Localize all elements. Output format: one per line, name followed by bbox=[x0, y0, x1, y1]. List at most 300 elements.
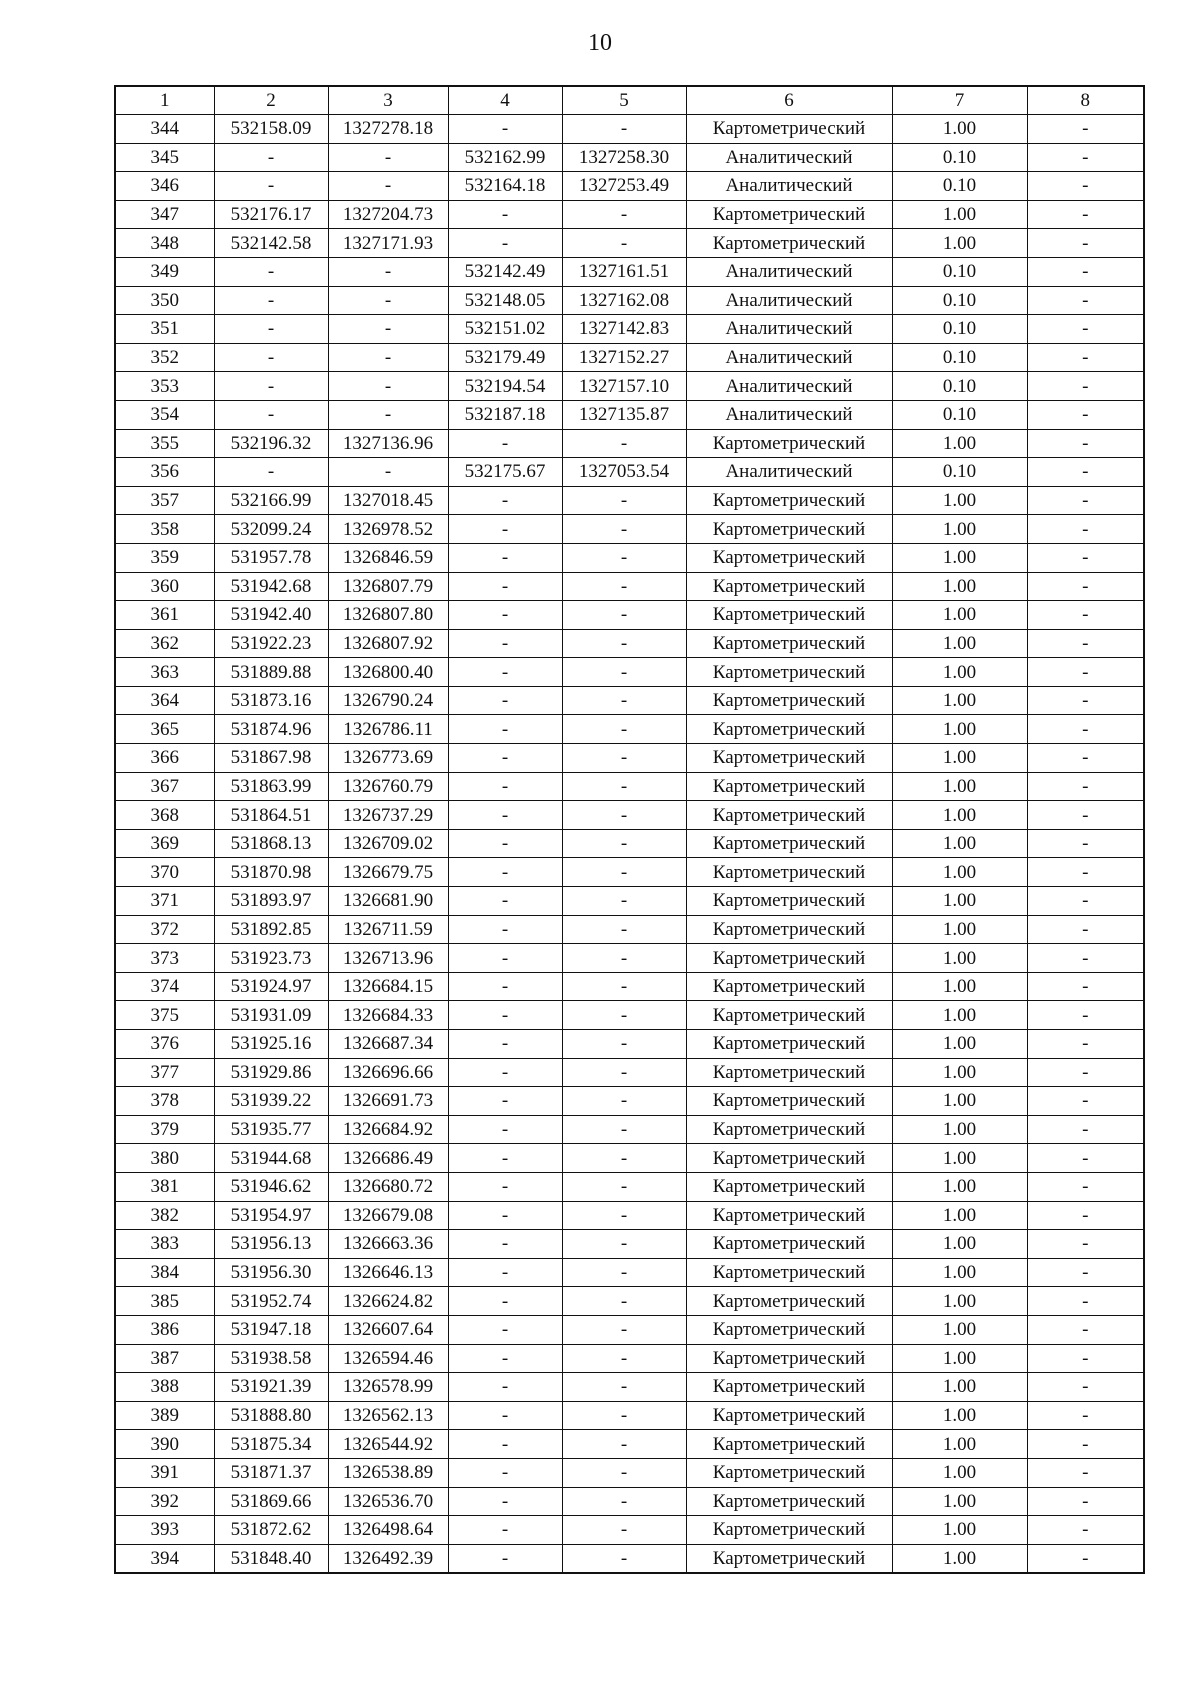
x-coordinate-cell: - bbox=[214, 372, 328, 401]
x-coordinate-cell: 531923.73 bbox=[214, 944, 328, 973]
y-coordinate-cell: 1327204.73 bbox=[328, 200, 448, 229]
point-number-cell: 365 bbox=[115, 715, 214, 744]
x-coordinate-cell: 531867.98 bbox=[214, 744, 328, 773]
point-number-cell: 344 bbox=[115, 115, 214, 144]
x-coordinate-alt-cell: - bbox=[448, 1373, 562, 1402]
description-cell: - bbox=[1027, 172, 1144, 201]
description-cell: - bbox=[1027, 1087, 1144, 1116]
method-cell: Картометрический bbox=[686, 1258, 892, 1287]
method-cell: Картометрический bbox=[686, 715, 892, 744]
y-coordinate-alt-cell: - bbox=[562, 1258, 686, 1287]
point-number-cell: 360 bbox=[115, 572, 214, 601]
table-row bbox=[115, 944, 1144, 973]
y-coordinate-alt-cell: - bbox=[562, 629, 686, 658]
point-number-cell: 350 bbox=[115, 286, 214, 315]
x-coordinate-alt-cell: - bbox=[448, 1115, 562, 1144]
description-cell: - bbox=[1027, 686, 1144, 715]
y-coordinate-cell: 1327171.93 bbox=[328, 229, 448, 258]
accuracy-cell: 1.00 bbox=[892, 1058, 1027, 1087]
method-cell: Картометрический bbox=[686, 229, 892, 258]
table-row bbox=[115, 1201, 1144, 1230]
table-row bbox=[115, 1458, 1144, 1487]
column-header: 4 bbox=[448, 86, 562, 115]
accuracy-cell: 1.00 bbox=[892, 486, 1027, 515]
y-coordinate-cell: 1326684.15 bbox=[328, 972, 448, 1001]
point-number-cell: 373 bbox=[115, 944, 214, 973]
point-number-cell: 364 bbox=[115, 686, 214, 715]
y-coordinate-alt-cell: 1327135.87 bbox=[562, 400, 686, 429]
x-coordinate-alt-cell: - bbox=[448, 801, 562, 830]
method-cell: Картометрический bbox=[686, 744, 892, 773]
point-number-cell: 386 bbox=[115, 1315, 214, 1344]
x-coordinate-alt-cell: - bbox=[448, 858, 562, 887]
x-coordinate-cell: 531924.97 bbox=[214, 972, 328, 1001]
accuracy-cell: 1.00 bbox=[892, 658, 1027, 687]
y-coordinate-alt-cell: - bbox=[562, 115, 686, 144]
x-coordinate-alt-cell: - bbox=[448, 1087, 562, 1116]
y-coordinate-alt-cell: - bbox=[562, 1115, 686, 1144]
y-coordinate-alt-cell: 1327053.54 bbox=[562, 458, 686, 487]
description-cell: - bbox=[1027, 1115, 1144, 1144]
method-cell: Аналитический bbox=[686, 143, 892, 172]
y-coordinate-cell: - bbox=[328, 143, 448, 172]
x-coordinate-alt-cell: - bbox=[448, 1487, 562, 1516]
y-coordinate-cell: 1326786.11 bbox=[328, 715, 448, 744]
method-cell: Картометрический bbox=[686, 543, 892, 572]
y-coordinate-alt-cell: - bbox=[562, 200, 686, 229]
method-cell: Картометрический bbox=[686, 572, 892, 601]
x-coordinate-alt-cell: - bbox=[448, 601, 562, 630]
x-coordinate-alt-cell: 532187.18 bbox=[448, 400, 562, 429]
method-cell: Картометрический bbox=[686, 1087, 892, 1116]
x-coordinate-cell: 531939.22 bbox=[214, 1087, 328, 1116]
table-row bbox=[115, 1058, 1144, 1087]
accuracy-cell: 0.10 bbox=[892, 372, 1027, 401]
x-coordinate-alt-cell: - bbox=[448, 744, 562, 773]
description-cell: - bbox=[1027, 1544, 1144, 1573]
y-coordinate-alt-cell: - bbox=[562, 601, 686, 630]
method-cell: Картометрический bbox=[686, 887, 892, 916]
method-cell: Картометрический bbox=[686, 1030, 892, 1059]
table-row bbox=[115, 572, 1144, 601]
y-coordinate-alt-cell: - bbox=[562, 1401, 686, 1430]
x-coordinate-cell: 531922.23 bbox=[214, 629, 328, 658]
y-coordinate-cell: 1326684.33 bbox=[328, 1001, 448, 1030]
accuracy-cell: 1.00 bbox=[892, 1001, 1027, 1030]
table-row bbox=[115, 801, 1144, 830]
method-cell: Картометрический bbox=[686, 915, 892, 944]
y-coordinate-cell: 1326492.39 bbox=[328, 1544, 448, 1573]
x-coordinate-alt-cell: - bbox=[448, 658, 562, 687]
y-coordinate-alt-cell: - bbox=[562, 858, 686, 887]
y-coordinate-alt-cell: - bbox=[562, 1487, 686, 1516]
description-cell: - bbox=[1027, 1430, 1144, 1459]
y-coordinate-cell: 1326691.73 bbox=[328, 1087, 448, 1116]
y-coordinate-alt-cell: 1327258.30 bbox=[562, 143, 686, 172]
y-coordinate-cell: 1326773.69 bbox=[328, 744, 448, 773]
y-coordinate-alt-cell: - bbox=[562, 1144, 686, 1173]
y-coordinate-alt-cell: - bbox=[562, 1344, 686, 1373]
column-header: 2 bbox=[214, 86, 328, 115]
x-coordinate-cell: 531931.09 bbox=[214, 1001, 328, 1030]
description-cell: - bbox=[1027, 858, 1144, 887]
y-coordinate-alt-cell: - bbox=[562, 972, 686, 1001]
y-coordinate-cell: 1326679.75 bbox=[328, 858, 448, 887]
table-row bbox=[115, 172, 1144, 201]
x-coordinate-alt-cell: - bbox=[448, 887, 562, 916]
x-coordinate-cell: 532196.32 bbox=[214, 429, 328, 458]
method-cell: Картометрический bbox=[686, 858, 892, 887]
x-coordinate-alt-cell: 532148.05 bbox=[448, 286, 562, 315]
x-coordinate-cell: 531871.37 bbox=[214, 1458, 328, 1487]
x-coordinate-alt-cell: - bbox=[448, 1058, 562, 1087]
table-row bbox=[115, 1401, 1144, 1430]
method-cell: Аналитический bbox=[686, 257, 892, 286]
method-cell: Картометрический bbox=[686, 629, 892, 658]
description-cell: - bbox=[1027, 1201, 1144, 1230]
description-cell: - bbox=[1027, 915, 1144, 944]
table-header-row bbox=[115, 86, 1144, 115]
accuracy-cell: 1.00 bbox=[892, 629, 1027, 658]
column-header: 3 bbox=[328, 86, 448, 115]
description-cell: - bbox=[1027, 229, 1144, 258]
x-coordinate-alt-cell: - bbox=[448, 715, 562, 744]
x-coordinate-cell: 531925.16 bbox=[214, 1030, 328, 1059]
x-coordinate-cell: 531863.99 bbox=[214, 772, 328, 801]
method-cell: Картометрический bbox=[686, 1287, 892, 1316]
table-row bbox=[115, 400, 1144, 429]
accuracy-cell: 1.00 bbox=[892, 1258, 1027, 1287]
description-cell: - bbox=[1027, 1172, 1144, 1201]
description-cell: - bbox=[1027, 1001, 1144, 1030]
x-coordinate-cell: 531952.74 bbox=[214, 1287, 328, 1316]
method-cell: Картометрический bbox=[686, 515, 892, 544]
point-number-cell: 368 bbox=[115, 801, 214, 830]
y-coordinate-cell: 1326686.49 bbox=[328, 1144, 448, 1173]
description-cell: - bbox=[1027, 1058, 1144, 1087]
description-cell: - bbox=[1027, 486, 1144, 515]
accuracy-cell: 1.00 bbox=[892, 543, 1027, 572]
y-coordinate-cell: 1326978.52 bbox=[328, 515, 448, 544]
accuracy-cell: 1.00 bbox=[892, 801, 1027, 830]
method-cell: Аналитический bbox=[686, 400, 892, 429]
table-row bbox=[115, 1087, 1144, 1116]
accuracy-cell: 1.00 bbox=[892, 1315, 1027, 1344]
x-coordinate-cell: 531954.97 bbox=[214, 1201, 328, 1230]
y-coordinate-cell: 1326696.66 bbox=[328, 1058, 448, 1087]
description-cell: - bbox=[1027, 315, 1144, 344]
x-coordinate-cell: 532176.17 bbox=[214, 200, 328, 229]
method-cell: Картометрический bbox=[686, 1544, 892, 1573]
method-cell: Картометрический bbox=[686, 686, 892, 715]
table-row bbox=[115, 1115, 1144, 1144]
x-coordinate-cell: 531893.97 bbox=[214, 887, 328, 916]
point-number-cell: 387 bbox=[115, 1344, 214, 1373]
y-coordinate-cell: - bbox=[328, 315, 448, 344]
accuracy-cell: 1.00 bbox=[892, 972, 1027, 1001]
x-coordinate-cell: - bbox=[214, 343, 328, 372]
point-number-cell: 346 bbox=[115, 172, 214, 201]
y-coordinate-alt-cell: - bbox=[562, 486, 686, 515]
description-cell: - bbox=[1027, 658, 1144, 687]
table-body bbox=[115, 115, 1144, 1574]
point-number-cell: 370 bbox=[115, 858, 214, 887]
method-cell: Картометрический bbox=[686, 772, 892, 801]
x-coordinate-cell: 531929.86 bbox=[214, 1058, 328, 1087]
method-cell: Картометрический bbox=[686, 1001, 892, 1030]
x-coordinate-cell: 531872.62 bbox=[214, 1516, 328, 1545]
accuracy-cell: 0.10 bbox=[892, 400, 1027, 429]
method-cell: Картометрический bbox=[686, 944, 892, 973]
page-number: 10 bbox=[588, 30, 612, 56]
x-coordinate-alt-cell: - bbox=[448, 543, 562, 572]
y-coordinate-cell: 1326679.08 bbox=[328, 1201, 448, 1230]
table-row bbox=[115, 1487, 1144, 1516]
x-coordinate-alt-cell: - bbox=[448, 1172, 562, 1201]
x-coordinate-cell: 531874.96 bbox=[214, 715, 328, 744]
y-coordinate-cell: - bbox=[328, 286, 448, 315]
x-coordinate-alt-cell: - bbox=[448, 829, 562, 858]
y-coordinate-alt-cell: - bbox=[562, 944, 686, 973]
point-number-cell: 348 bbox=[115, 229, 214, 258]
x-coordinate-alt-cell: - bbox=[448, 1258, 562, 1287]
accuracy-cell: 1.00 bbox=[892, 1401, 1027, 1430]
table-row bbox=[115, 1430, 1144, 1459]
accuracy-cell: 1.00 bbox=[892, 858, 1027, 887]
x-coordinate-cell: 531888.80 bbox=[214, 1401, 328, 1430]
point-number-cell: 361 bbox=[115, 601, 214, 630]
x-coordinate-cell: 531870.98 bbox=[214, 858, 328, 887]
y-coordinate-cell: 1326807.92 bbox=[328, 629, 448, 658]
column-header: 8 bbox=[1027, 86, 1144, 115]
y-coordinate-alt-cell: 1327253.49 bbox=[562, 172, 686, 201]
description-cell: - bbox=[1027, 772, 1144, 801]
y-coordinate-alt-cell: 1327142.83 bbox=[562, 315, 686, 344]
table-row bbox=[115, 858, 1144, 887]
x-coordinate-alt-cell: - bbox=[448, 572, 562, 601]
y-coordinate-alt-cell: - bbox=[562, 1030, 686, 1059]
x-coordinate-alt-cell: - bbox=[448, 429, 562, 458]
x-coordinate-alt-cell: - bbox=[448, 1516, 562, 1545]
y-coordinate-alt-cell: 1327152.27 bbox=[562, 343, 686, 372]
y-coordinate-alt-cell: - bbox=[562, 572, 686, 601]
x-coordinate-alt-cell: - bbox=[448, 1287, 562, 1316]
point-number-cell: 356 bbox=[115, 458, 214, 487]
accuracy-cell: 0.10 bbox=[892, 257, 1027, 286]
x-coordinate-cell: - bbox=[214, 286, 328, 315]
table-row bbox=[115, 829, 1144, 858]
x-coordinate-alt-cell: - bbox=[448, 200, 562, 229]
table-row bbox=[115, 229, 1144, 258]
table-row bbox=[115, 1287, 1144, 1316]
x-coordinate-cell: 532158.09 bbox=[214, 115, 328, 144]
description-cell: - bbox=[1027, 515, 1144, 544]
accuracy-cell: 1.00 bbox=[892, 1516, 1027, 1545]
point-number-cell: 388 bbox=[115, 1373, 214, 1402]
table-row bbox=[115, 658, 1144, 687]
method-cell: Картометрический bbox=[686, 115, 892, 144]
method-cell: Аналитический bbox=[686, 343, 892, 372]
method-cell: Аналитический bbox=[686, 372, 892, 401]
y-coordinate-cell: 1326760.79 bbox=[328, 772, 448, 801]
x-coordinate-cell: 531935.77 bbox=[214, 1115, 328, 1144]
x-coordinate-alt-cell: - bbox=[448, 1230, 562, 1259]
x-coordinate-cell: 531942.40 bbox=[214, 601, 328, 630]
x-coordinate-alt-cell: - bbox=[448, 1201, 562, 1230]
y-coordinate-cell: 1326737.29 bbox=[328, 801, 448, 830]
method-cell: Картометрический bbox=[686, 1315, 892, 1344]
point-number-cell: 355 bbox=[115, 429, 214, 458]
table-row bbox=[115, 1230, 1144, 1259]
accuracy-cell: 0.10 bbox=[892, 143, 1027, 172]
method-cell: Картометрический bbox=[686, 1487, 892, 1516]
point-number-cell: 389 bbox=[115, 1401, 214, 1430]
table-row bbox=[115, 1030, 1144, 1059]
y-coordinate-alt-cell: - bbox=[562, 229, 686, 258]
method-cell: Картометрический bbox=[686, 1516, 892, 1545]
y-coordinate-cell: 1326562.13 bbox=[328, 1401, 448, 1430]
y-coordinate-cell: - bbox=[328, 257, 448, 286]
y-coordinate-cell: 1327018.45 bbox=[328, 486, 448, 515]
table-row bbox=[115, 257, 1144, 286]
point-number-cell: 390 bbox=[115, 1430, 214, 1459]
y-coordinate-cell: 1326846.59 bbox=[328, 543, 448, 572]
description-cell: - bbox=[1027, 1030, 1144, 1059]
y-coordinate-cell: - bbox=[328, 172, 448, 201]
accuracy-cell: 1.00 bbox=[892, 1287, 1027, 1316]
column-header: 7 bbox=[892, 86, 1027, 115]
point-number-cell: 354 bbox=[115, 400, 214, 429]
y-coordinate-cell: 1326607.64 bbox=[328, 1315, 448, 1344]
accuracy-cell: 1.00 bbox=[892, 887, 1027, 916]
description-cell: - bbox=[1027, 1144, 1144, 1173]
accuracy-cell: 1.00 bbox=[892, 686, 1027, 715]
y-coordinate-alt-cell: - bbox=[562, 1001, 686, 1030]
accuracy-cell: 1.00 bbox=[892, 1201, 1027, 1230]
table-row bbox=[115, 372, 1144, 401]
y-coordinate-alt-cell: 1327162.08 bbox=[562, 286, 686, 315]
x-coordinate-cell: - bbox=[214, 400, 328, 429]
x-coordinate-alt-cell: 532142.49 bbox=[448, 257, 562, 286]
description-cell: - bbox=[1027, 972, 1144, 1001]
y-coordinate-cell: 1326594.46 bbox=[328, 1344, 448, 1373]
description-cell: - bbox=[1027, 1516, 1144, 1545]
y-coordinate-alt-cell: - bbox=[562, 1230, 686, 1259]
method-cell: Аналитический bbox=[686, 172, 892, 201]
method-cell: Картометрический bbox=[686, 972, 892, 1001]
x-coordinate-cell: 531873.16 bbox=[214, 686, 328, 715]
description-cell: - bbox=[1027, 343, 1144, 372]
x-coordinate-alt-cell: - bbox=[448, 944, 562, 973]
description-cell: - bbox=[1027, 400, 1144, 429]
table-row bbox=[115, 1315, 1144, 1344]
table-row bbox=[115, 1258, 1144, 1287]
x-coordinate-alt-cell: - bbox=[448, 1030, 562, 1059]
table-row bbox=[115, 429, 1144, 458]
x-coordinate-alt-cell: - bbox=[448, 1315, 562, 1344]
accuracy-cell: 1.00 bbox=[892, 1430, 1027, 1459]
y-coordinate-alt-cell: - bbox=[562, 1544, 686, 1573]
y-coordinate-alt-cell: - bbox=[562, 1373, 686, 1402]
accuracy-cell: 1.00 bbox=[892, 715, 1027, 744]
method-cell: Картометрический bbox=[686, 200, 892, 229]
table-row bbox=[115, 1544, 1144, 1573]
accuracy-cell: 1.00 bbox=[892, 200, 1027, 229]
table-row bbox=[115, 1001, 1144, 1030]
table-row bbox=[115, 915, 1144, 944]
x-coordinate-alt-cell: - bbox=[448, 515, 562, 544]
x-coordinate-cell: 532166.99 bbox=[214, 486, 328, 515]
x-coordinate-cell: 531889.88 bbox=[214, 658, 328, 687]
y-coordinate-alt-cell: - bbox=[562, 1430, 686, 1459]
y-coordinate-alt-cell: - bbox=[562, 887, 686, 916]
table-row bbox=[115, 972, 1144, 1001]
description-cell: - bbox=[1027, 458, 1144, 487]
point-number-cell: 376 bbox=[115, 1030, 214, 1059]
y-coordinate-alt-cell: - bbox=[562, 744, 686, 773]
accuracy-cell: 1.00 bbox=[892, 115, 1027, 144]
table-row bbox=[115, 143, 1144, 172]
table-row bbox=[115, 772, 1144, 801]
point-number-cell: 394 bbox=[115, 1544, 214, 1573]
method-cell: Картометрический bbox=[686, 829, 892, 858]
point-number-cell: 392 bbox=[115, 1487, 214, 1516]
accuracy-cell: 1.00 bbox=[892, 1458, 1027, 1487]
x-coordinate-cell: 531956.30 bbox=[214, 1258, 328, 1287]
y-coordinate-cell: 1326800.40 bbox=[328, 658, 448, 687]
y-coordinate-cell: 1326646.13 bbox=[328, 1258, 448, 1287]
method-cell: Картометрический bbox=[686, 1058, 892, 1087]
point-number-cell: 359 bbox=[115, 543, 214, 572]
table-row bbox=[115, 543, 1144, 572]
method-cell: Картометрический bbox=[686, 486, 892, 515]
x-coordinate-cell: - bbox=[214, 458, 328, 487]
accuracy-cell: 0.10 bbox=[892, 172, 1027, 201]
description-cell: - bbox=[1027, 629, 1144, 658]
point-number-cell: 347 bbox=[115, 200, 214, 229]
y-coordinate-alt-cell: - bbox=[562, 658, 686, 687]
method-cell: Картометрический bbox=[686, 1172, 892, 1201]
table-row bbox=[115, 486, 1144, 515]
x-coordinate-alt-cell: - bbox=[448, 486, 562, 515]
x-coordinate-alt-cell: - bbox=[448, 1001, 562, 1030]
accuracy-cell: 1.00 bbox=[892, 944, 1027, 973]
description-cell: - bbox=[1027, 829, 1144, 858]
point-number-cell: 371 bbox=[115, 887, 214, 916]
accuracy-cell: 1.00 bbox=[892, 744, 1027, 773]
table-row bbox=[115, 1344, 1144, 1373]
x-coordinate-cell: 531875.34 bbox=[214, 1430, 328, 1459]
y-coordinate-cell: 1326578.99 bbox=[328, 1373, 448, 1402]
description-cell: - bbox=[1027, 143, 1144, 172]
description-cell: - bbox=[1027, 257, 1144, 286]
description-cell: - bbox=[1027, 372, 1144, 401]
x-coordinate-cell: 532142.58 bbox=[214, 229, 328, 258]
y-coordinate-alt-cell: - bbox=[562, 1087, 686, 1116]
x-coordinate-cell: 532099.24 bbox=[214, 515, 328, 544]
method-cell: Картометрический bbox=[686, 1230, 892, 1259]
accuracy-cell: 1.00 bbox=[892, 515, 1027, 544]
accuracy-cell: 1.00 bbox=[892, 572, 1027, 601]
coordinates-table bbox=[114, 85, 1145, 1574]
x-coordinate-cell: 531942.68 bbox=[214, 572, 328, 601]
method-cell: Картометрический bbox=[686, 1201, 892, 1230]
table-row bbox=[115, 1172, 1144, 1201]
y-coordinate-alt-cell: - bbox=[562, 1287, 686, 1316]
point-number-cell: 366 bbox=[115, 744, 214, 773]
x-coordinate-alt-cell: - bbox=[448, 1344, 562, 1373]
x-coordinate-cell: 531848.40 bbox=[214, 1544, 328, 1573]
